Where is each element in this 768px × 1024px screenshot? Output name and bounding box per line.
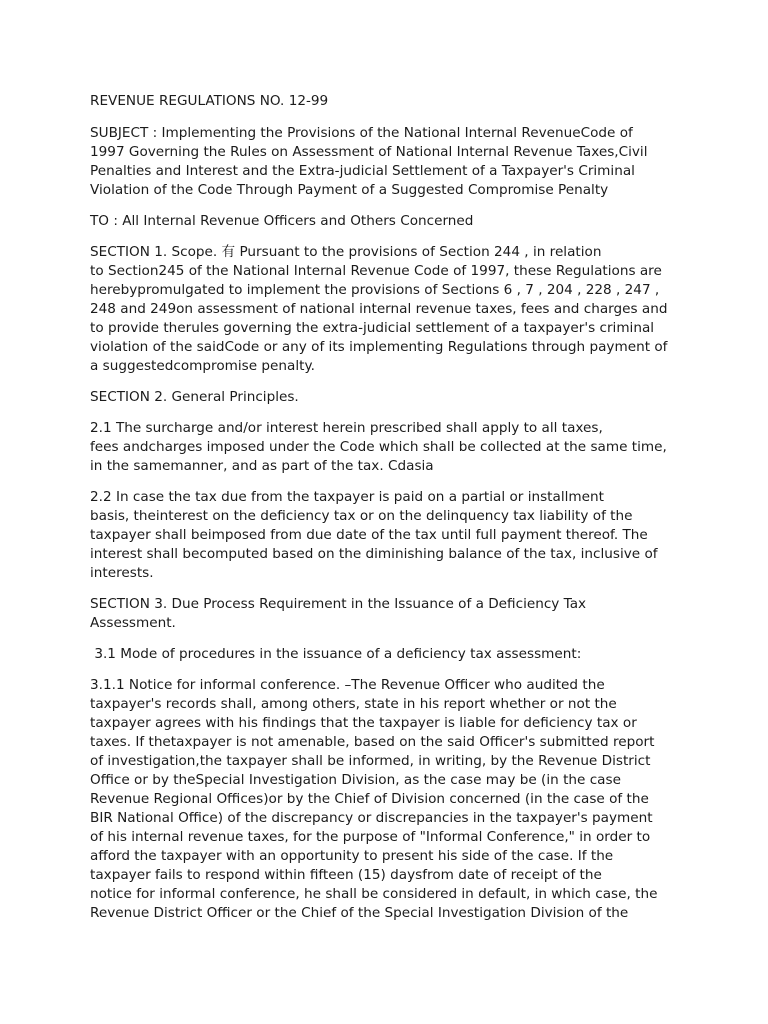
text-line: Office or by theSpecial Investigation Division, as the case may be (in the case [90,772,621,788]
text-line: SECTION 3. Due Process Requirement in the Issuance of a Deficiency Tax [90,596,587,612]
text-line: SECTION 1. Scope. 有 Pursuant to the provisions of Section 244 , in relation [90,244,602,260]
section-2-heading [90,388,688,407]
text-line: 2.2 In case the tax due from the taxpayer is paid on a partial or installment [90,489,604,505]
section-2-1-paragraph [90,419,688,476]
text-line: taxpayer agrees with his findings that the taxpayer is liable for deficiency tax or [90,715,637,731]
text-line: Revenue Regional Offices)or by the Chief of Division concerned (in the case of the [90,791,649,807]
text-line: basis, theinterest on the deficiency tax or on the delinquency tax liability of the [90,508,633,524]
text-line: SECTION 2. General Principles. [90,389,299,405]
text-line: fees andcharges imposed under the Code which shall be collected at the same time, [90,439,667,455]
text-line: 1997 Governing the Rules on Assessment of National Internal Revenue Taxes,Civil [90,144,648,160]
text-line: to provide therules governing the extra-judicial settlement of a taxpayer's criminal [90,320,655,336]
section-1-paragraph [90,243,688,376]
to-paragraph [90,212,688,231]
text-line: 3.1 Mode of procedures in the issuance of a deficiency tax assessment: [90,646,582,662]
text-line: BIR National Office) of the discrepancy or discrepancies in the taxpayer's payment [90,810,653,826]
regulation-title [90,92,688,111]
section-2-2-paragraph [90,488,688,583]
text-line: to Section245 of the National Internal Revenue Code of 1997, these Regulations are [90,263,662,279]
text-line: Violation of the Code Through Payment of a Suggested Compromise Penalty [90,182,609,198]
text-line: herebypromulgated to implement the provisions of Sections 6 , 7 , 204 , 228 , 247 , [90,282,660,298]
section-3-1-1-paragraph [90,676,688,923]
text-line: violation of the saidCode or any of its implementing Regulations through payment of [90,339,668,355]
text-line: SUBJECT : Implementing the Provisions of the National Internal RevenueCode of [90,125,633,141]
text-line: Penalties and Interest and the Extra-judicial Settlement of a Taxpayer's Criminal [90,163,635,179]
text-line: afford the taxpayer with an opportunity to present his side of the case. If the [90,848,614,864]
text-line: 3.1.1 Notice for informal conference. –The Revenue Officer who audited the [90,677,605,693]
text-line: taxpayer's records shall, among others, state in his report whether or not the [90,696,617,712]
section-3-1-paragraph [90,645,688,664]
text-line: TO : All Internal Revenue Officers and Others Concerned [90,213,474,229]
section-3-heading [90,595,688,633]
text-line: interests. [90,565,154,581]
text-line: of investigation,the taxpayer shall be informed, in writing, by the Revenue District [90,753,651,769]
text-line: 2.1 The surcharge and/or interest herein prescribed shall apply to all taxes, [90,420,603,436]
text-line: Revenue District Officer or the Chief of the Special Investigation Division of the [90,905,629,921]
text-line: a suggestedcompromise penalty. [90,358,315,374]
text-line: notice for informal conference, he shall be considered in default, in which case, the [90,886,658,902]
subject-paragraph [90,124,688,200]
text-line: of his internal revenue taxes, for the purpose of "Informal Conference," in order to [90,829,651,845]
text-line: REVENUE REGULATIONS NO. 12-99 [90,93,329,109]
text-line: interest shall becomputed based on the diminishing balance of the tax, inclusive of [90,546,658,562]
text-line: taxpayer fails to respond within fifteen (15) daysfrom date of receipt of the [90,867,602,883]
text-line: taxpayer shall beimposed from due date of the tax until full payment thereof. The [90,527,648,543]
text-line: taxes. If thetaxpayer is not amenable, based on the said Officer's submitted report [90,734,655,750]
text-line: in the samemanner, and as part of the tax. Cdasia [90,458,434,474]
text-line: 248 and 249on assessment of national internal revenue taxes, fees and charges and [90,301,668,317]
text-line: Assessment. [90,615,176,631]
